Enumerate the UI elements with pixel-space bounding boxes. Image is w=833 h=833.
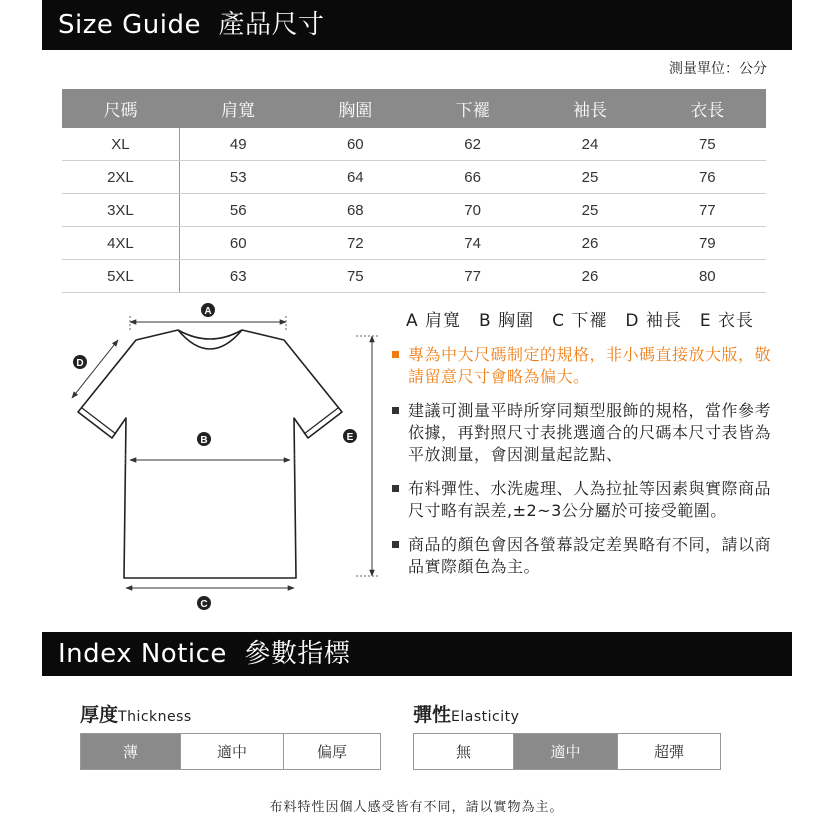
thickness-scale [80, 733, 381, 770]
size-table-cell: 24 [531, 128, 648, 161]
bullet-icon [392, 541, 399, 548]
elasticity-scale [413, 733, 721, 770]
size-table-cell: 74 [414, 227, 531, 260]
bullet-icon [392, 485, 399, 492]
size-table-cell: 76 [649, 161, 766, 194]
svg-text:E: E [346, 432, 354, 443]
size-table-cell: 25 [531, 161, 648, 194]
size-table-cell: 72 [297, 227, 414, 260]
index-notice-title: Index Notice 參數指標 [58, 639, 351, 669]
size-table-cell: 62 [414, 128, 531, 161]
size-table-cell: 25 [531, 194, 648, 227]
tshirt-diagram [60, 290, 380, 620]
size-table-cell: 3XL [62, 194, 179, 227]
size-table-row [62, 128, 766, 161]
size-table-cell: 70 [414, 194, 531, 227]
size-table-cell: 60 [179, 227, 296, 260]
col-header: 衣長 [649, 89, 766, 128]
badge-e [343, 429, 357, 443]
size-table-row [62, 227, 766, 260]
unit-label: 測量單位：公分 [669, 61, 767, 77]
size-table-cell: 60 [297, 128, 414, 161]
svg-text:D: D [76, 358, 84, 369]
note-item-highlight: 專為中大尺碼制定的規格，非小碼直接放大版，敬請留意尺寸會略為偏大。 [392, 344, 777, 388]
svg-text:A: A [204, 306, 212, 317]
size-table-cell: 68 [297, 194, 414, 227]
size-guide-header [42, 0, 792, 50]
thickness-option: 薄 [81, 734, 181, 769]
size-table-cell: 49 [179, 128, 296, 161]
tshirt-outline [78, 330, 342, 578]
thickness-option: 適中 [181, 734, 284, 769]
size-table-cell: 4XL [62, 227, 179, 260]
size-table-cell: 53 [179, 161, 296, 194]
bullet-icon [392, 407, 399, 414]
size-table-cell: 63 [179, 260, 296, 293]
size-table-row [62, 161, 766, 194]
note-item: 商品的顏色會因各螢幕設定差異略有不同，請以商品實際顏色為主。 [392, 534, 777, 578]
size-table-cell: 77 [414, 260, 531, 293]
svg-text:C: C [200, 599, 208, 610]
footer-note: 布料特性因個人感受皆有不同，請以實物為主。 [269, 800, 564, 815]
size-table-cell: 75 [649, 128, 766, 161]
note-item: 建議可測量平時所穿同類型服飾的規格，當作參考依據，再對照尺寸表挑選適合的尺碼本尺寸表皆為平放測量，會因測量起訖點、 [392, 400, 777, 466]
size-table-cell: 64 [297, 161, 414, 194]
col-header: 肩寬 [179, 89, 296, 128]
badge-d [73, 355, 87, 369]
size-table-cell: 80 [649, 260, 766, 293]
elasticity-title: 彈性Elasticity [413, 704, 520, 726]
svg-text:B: B [200, 435, 208, 446]
size-table-cell: 5XL [62, 260, 179, 293]
badge-a [201, 303, 215, 317]
size-table-cell: XL [62, 128, 179, 161]
badge-c [197, 596, 211, 610]
elasticity-option: 無 [414, 734, 514, 769]
col-header: 下襬 [414, 89, 531, 128]
size-table-cell: 2XL [62, 161, 179, 194]
badge-b [197, 432, 211, 446]
size-table-row [62, 260, 766, 293]
note-item: 布料彈性、水洗處理、人為拉扯等因素與實際商品尺寸略有誤差,±2~3公分屬於可接受範圍。 [392, 478, 777, 522]
col-header: 袖長 [531, 89, 648, 128]
elasticity-option: 適中 [514, 734, 618, 769]
size-table-cell: 79 [649, 227, 766, 260]
size-table-row [62, 194, 766, 227]
index-notice-header [42, 632, 792, 676]
size-table-cell: 75 [297, 260, 414, 293]
size-table-cell: 56 [179, 194, 296, 227]
measurement-legend: A 肩寬 B 胸圍 C 下襬 D 袖長 E 衣長 [406, 311, 755, 331]
col-header: 尺碼 [62, 89, 179, 128]
size-table-cell: 77 [649, 194, 766, 227]
elasticity-option: 超彈 [653, 743, 684, 761]
col-header: 胸圍 [297, 89, 414, 128]
thickness-option: 偏厚 [316, 743, 347, 761]
size-table-cell: 26 [531, 227, 648, 260]
size-guide-title: Size Guide 產品尺寸 [58, 10, 325, 40]
size-table-header-row [62, 89, 766, 128]
size-table-cell: 26 [531, 260, 648, 293]
thickness-title: 厚度Thickness [80, 704, 192, 726]
notes-list [392, 344, 777, 590]
size-table [62, 89, 766, 293]
bullet-icon [392, 351, 399, 358]
size-table-cell: 66 [414, 161, 531, 194]
